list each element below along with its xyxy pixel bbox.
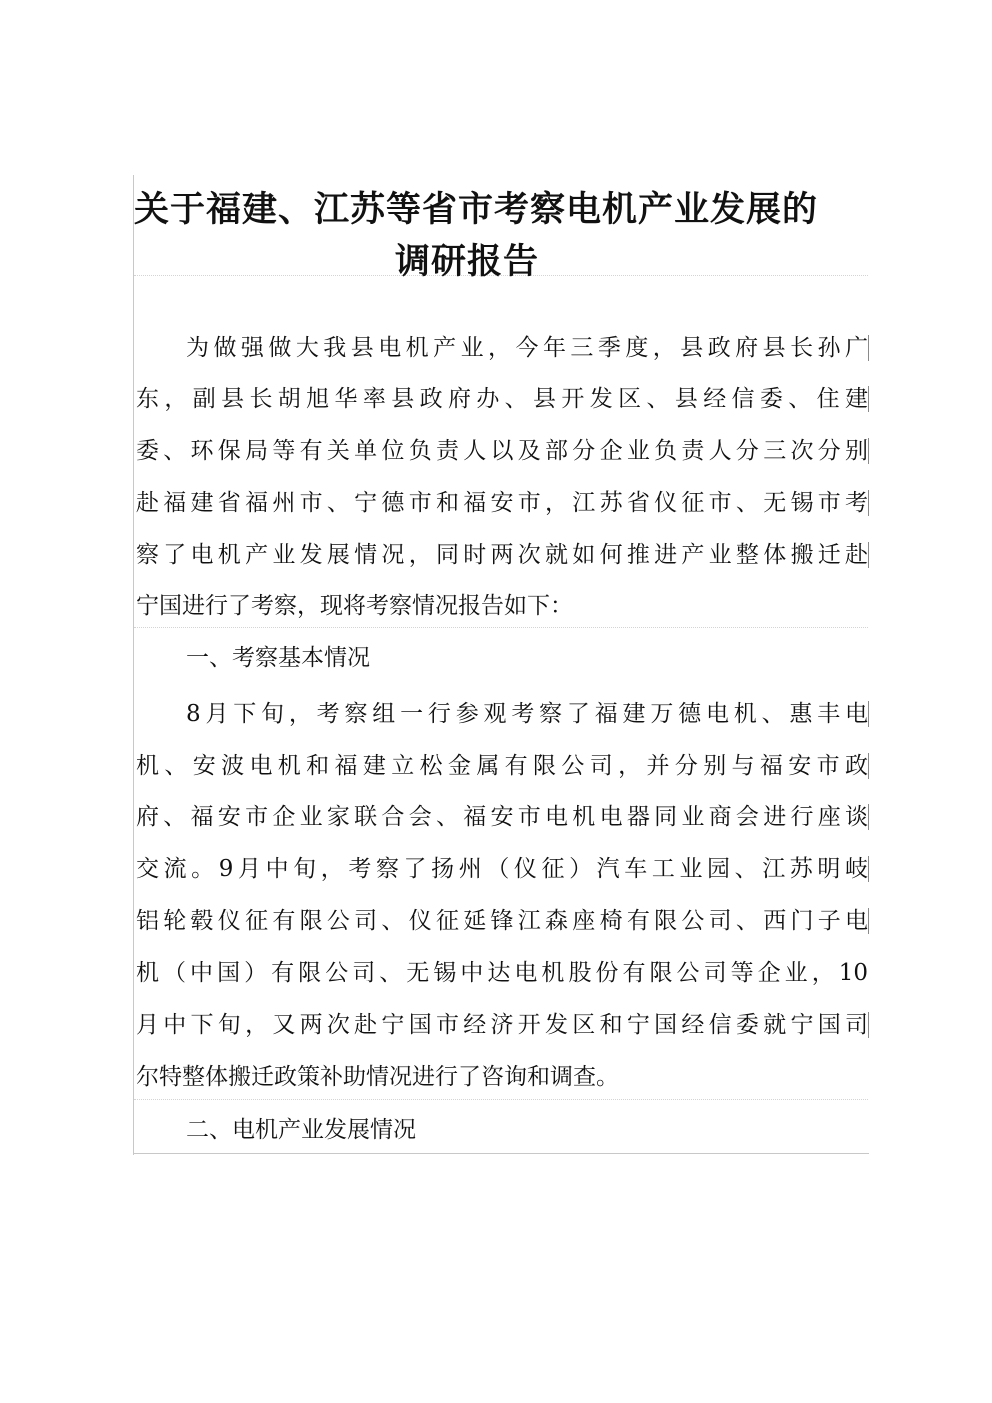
margin-tick: [868, 804, 869, 830]
paragraph-2-line: 铝轮毂仪征有限公司、仪征延锋江森座椅有限公司、西门子电: [136, 908, 868, 934]
paragraph-1-line: 察了电机产业发展情况，同时两次就如何推进产业整体搬迁赴: [136, 542, 868, 568]
paragraph-1-line: 宁国进行了考察，现将考察情况报告如下：: [136, 593, 573, 619]
paragraph-2-line: 尔特整体搬迁政策补助情况进行了咨询和调查。: [136, 1064, 619, 1090]
paragraph-1-line: 为做强做大我县电机产业，今年三季度，县政府县长孙广: [186, 335, 868, 361]
margin-tick: [868, 438, 869, 464]
margin-tick: [868, 753, 869, 779]
left-margin-guide: [133, 175, 134, 1155]
margin-tick: [868, 490, 869, 516]
margin-tick: [868, 856, 869, 882]
paragraph-2-line: 月中下旬，又两次赴宁国市经济开发区和宁国经信委就宁国司: [136, 1012, 868, 1038]
section-heading-1: 一、考察基本情况: [186, 645, 370, 671]
document-title-line-1: 关于福建、江苏等省市考察电机产业发展的: [134, 189, 819, 230]
margin-tick: [868, 908, 869, 934]
margin-tick: [868, 386, 869, 412]
paragraph-2-line: 机（中国）有限公司、无锡中达电机股份有限公司等企业，10: [136, 960, 868, 986]
bottom-margin-guide: [133, 1153, 869, 1154]
paragraph-1-line: 委、环保局等有关单位负责人以及部分企业负责人分三次分别: [136, 438, 868, 464]
paragraph-1-line: 东，副县长胡旭华率县政府办、县开发区、县经信委、住建: [136, 386, 868, 412]
section-heading-2: 二、电机产业发展情况: [186, 1117, 416, 1143]
margin-tick: [868, 701, 869, 727]
margin-tick: [868, 1012, 869, 1038]
paragraph-1-line: 赴福建省福州市、宁德市和福安市，江苏省仪征市、无锡市考: [136, 490, 868, 516]
document-title-line-2: 调研报告: [394, 241, 539, 282]
paragraph-2-line: 机、安波电机和福建立松金属有限公司，并分别与福安市政: [136, 753, 868, 779]
dotted-separator: [134, 1099, 868, 1100]
paragraph-2-line: 8月下旬，考察组一行参观考察了福建万德电机、惠丰电: [186, 701, 868, 727]
margin-tick: [868, 335, 869, 361]
margin-tick: [868, 542, 869, 568]
paragraph-2-line: 府、福安市企业家联合会、福安市电机电器同业商会进行座谈: [136, 804, 868, 830]
paragraph-2-line: 交流。9月中旬，考察了扬州（仪征）汽车工业园、江苏明岐: [136, 856, 868, 882]
dotted-separator: [134, 627, 868, 628]
